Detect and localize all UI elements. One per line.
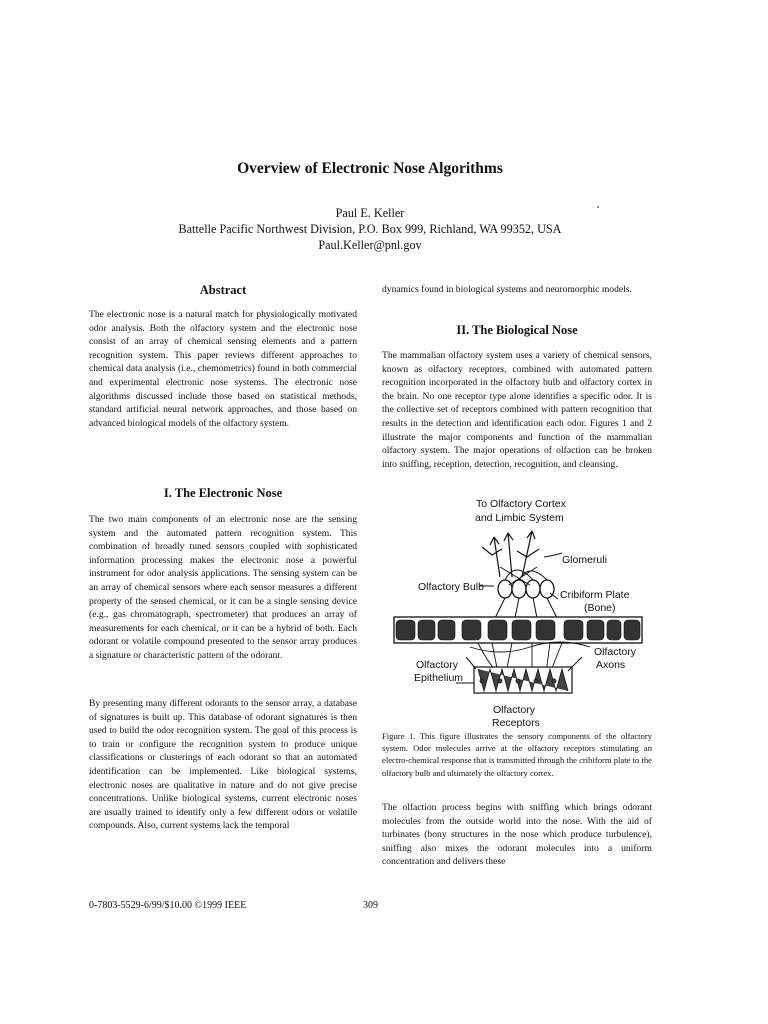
- label-olfactory-receptors-2: Receptors: [492, 717, 540, 729]
- label-olfactory-receptors-1: Olfactory: [493, 704, 536, 716]
- author-affiliation: Battelle Pacific Northwest Division, P.O. Box 999, Richland, WA 99352, USA: [178, 222, 562, 236]
- figure-olfactory-system: [382, 497, 652, 729]
- label-cribiform-plate: Cribiform Plate: [560, 589, 630, 601]
- right-continuation: dynamics found in biological systems and neuromorphic models.: [382, 284, 632, 295]
- abstract-heading: Abstract: [199, 283, 247, 297]
- scan-speck: [597, 206, 599, 208]
- author-name: Paul E. Keller: [335, 206, 405, 220]
- abstract-text: The electronic nose is a natural match for physiologically motivated odor analysis. Both the olfactory system and the electronic nose consist of an array of chemical sensing elements and a pattern recognition system. This paper reviews different approaches to chemical data analysis (i.e., chemometrics) found in both commercial and experimental electronic nose systems. The electronic nose algorithms discussed include those based on statistical methods, standard artificial neural network approaches, and those based on advanced biological models of the olfactory system.: [89, 309, 357, 429]
- section2-heading: II. The Biological Nose: [456, 323, 578, 337]
- section1-para1: The two main components of an electronic nose are the sensing system and the automated pattern recognition system. This combination of broadly tuned sensors coupled with sophisticated information processing makes the electronic nose a powerful instrument for odor analysis applications. The sensing system can be an array of chemical sensors where each sensor measures a different property of the sensed chemical, or it can be a single sensing device (e.g., gas chromatograph, spectrometer) that produces an array of measurements for each chemical, or it can be a hybrid of both. Each odorant or volatile compound presented to the sensor array produces a signature or characteristic pattern of the odorant.: [89, 514, 357, 661]
- label-limbic-system: and Limbic System: [475, 512, 564, 524]
- section1-para2: By presenting many different odorants to the sensor array, a database of signatures is built up. This database of odorant signatures is then used to build the odor recognition system. The goal of this process is to train or configure the recognition system to produce unique classifications or clusterings of each odorant so that an automated identification can be implemented. Like biological systems, electronic noses are qualitative in nature and do not give precise concentrations. Unlike biological systems, current electronic noses are usually trained to identify only a few different odors or volatile compounds. Also, current systems lack the temporal: [89, 698, 357, 832]
- label-bone: (Bone): [584, 602, 616, 614]
- label-to-olfactory-cortex: To Olfactory Cortex: [476, 498, 566, 510]
- page-number: 309: [363, 900, 378, 911]
- paper-title: Overview of Electronic Nose Algorithms: [237, 160, 503, 177]
- right-para-after-figure: The olfaction process begins with sniffing which brings odorant molecules from the outside world into the nose. With the aid of turbinates (bony structures in the nose which produce turbulence), sniffing also mixes the odorant molecules into a uniform concentration and delivers these: [382, 802, 652, 868]
- figure-caption: Figure 1. This figure illustrates the sensory components of the olfactory system. Odor molecules arrive at the olfactory receptors stimulating an electro-chemical response that is transmitted through the cribiform plate to the olfactory bulb and ultimately the olfactory cortex.: [382, 731, 652, 778]
- label-olfactory-axons-2: Axons: [596, 659, 626, 671]
- author-email: Paul.Keller@pnl.gov: [318, 238, 422, 252]
- label-olfactory-epithelium-2: Epithelium: [414, 672, 464, 684]
- label-olfactory-epithelium-1: Olfactory: [416, 659, 459, 671]
- label-olfactory-bulb: Olfactory Bulb: [418, 581, 484, 593]
- section2-para: The mammalian olfactory system uses a variety of chemical sensors, known as olfactory receptors, combined with automated pattern recognition incorporated in the olfactory bulb and olfactory cortex in the brain. No one receptor type alone identifies a specific odor. It is the collective set of receptors combined with pattern recognition that results in the detection and identification each odor. Figures 1 and 2 illustrate the major components and function of the mammalian olfactory system. The major operations of olfaction can be broken into sniffing, reception, detection, recognition, and cleansing.: [382, 350, 652, 470]
- label-glomeruli: Glomeruli: [562, 554, 607, 566]
- label-olfactory-axons-1: Olfactory: [594, 646, 637, 658]
- section1-heading: I. The Electronic Nose: [163, 486, 283, 500]
- copyright-line: 0-7803-5529-6/99/$10.00 ©1999 IEEE: [89, 900, 247, 911]
